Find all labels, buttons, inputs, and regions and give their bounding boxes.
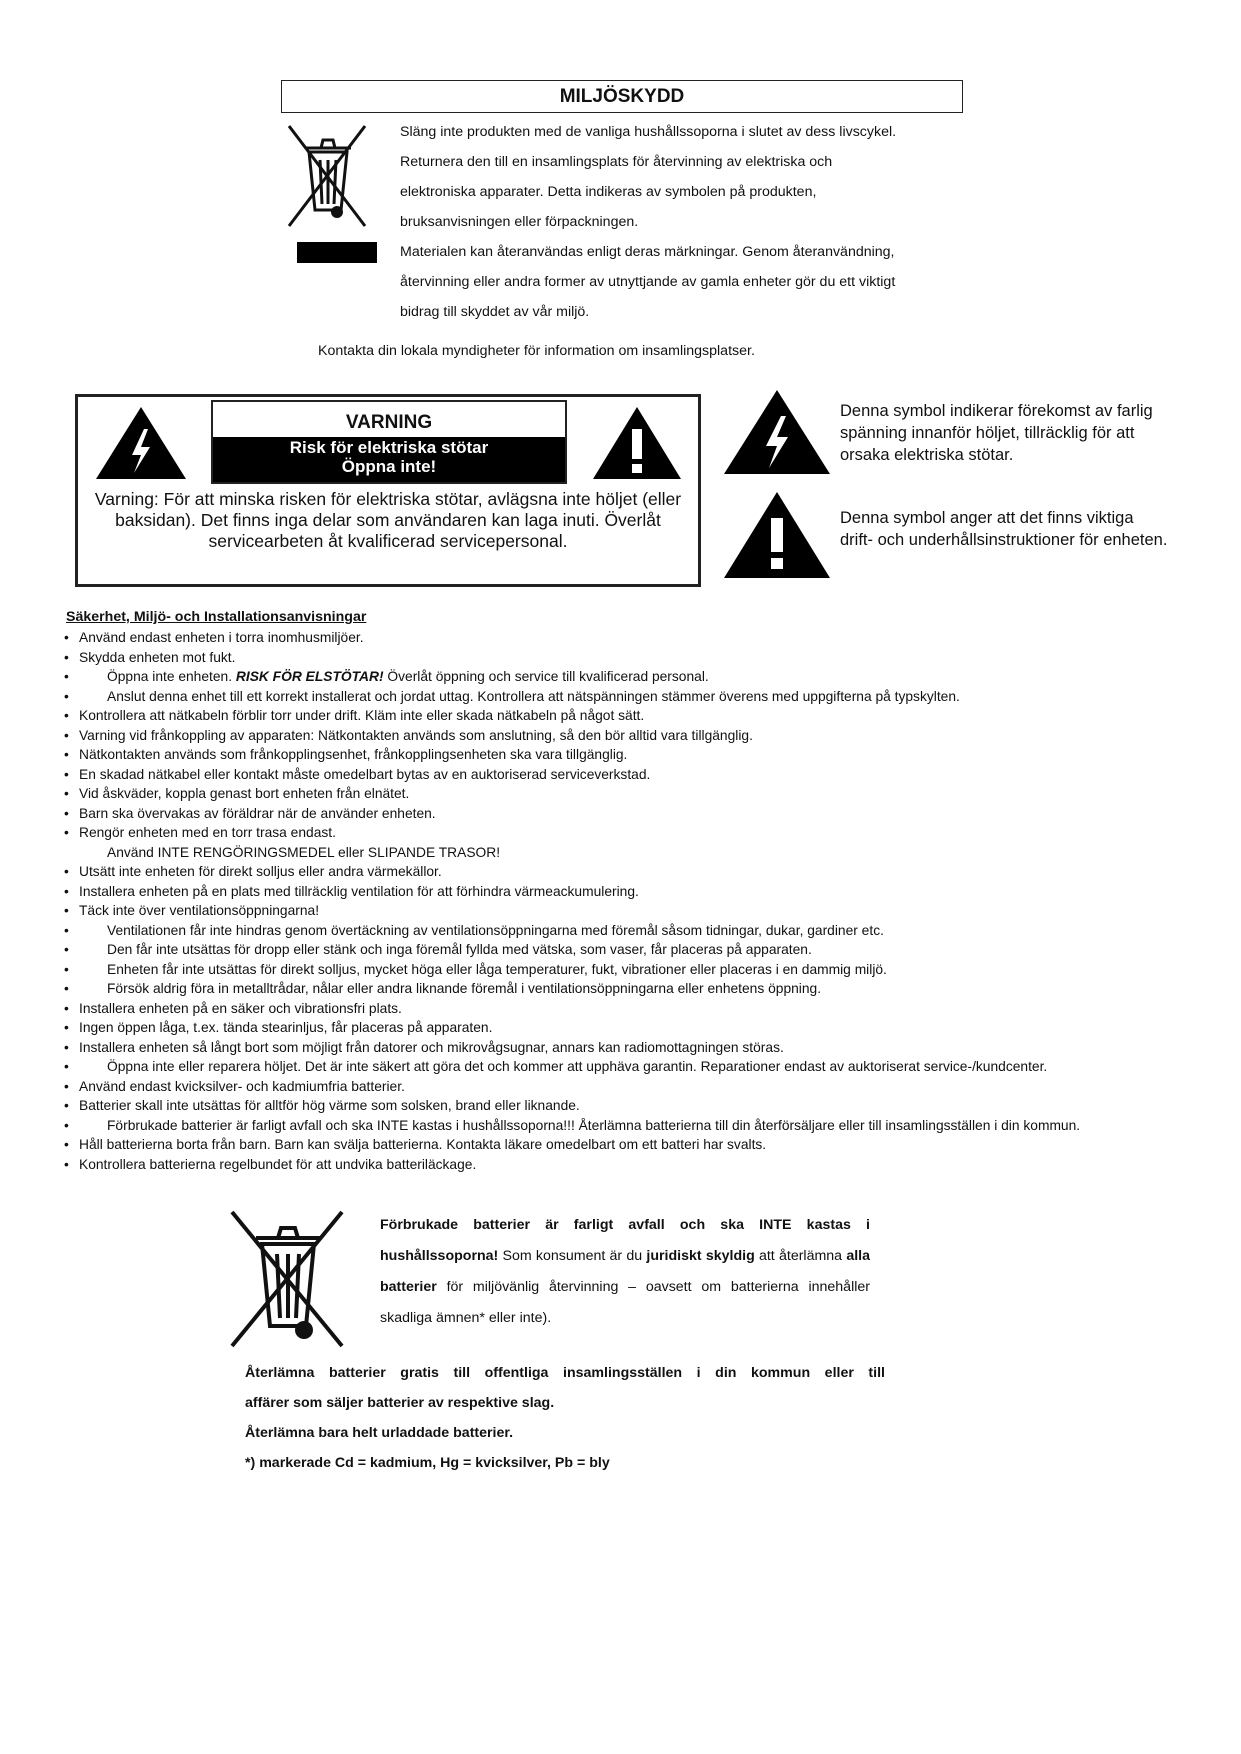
list-item: • Installera enheten på en säker och vibrationsfri plats. bbox=[64, 1000, 402, 1016]
exclamation-warning-icon bbox=[591, 405, 683, 481]
list-item: Använd INTE RENGÖRINGSMEDEL eller SLIPANDE TRASOR! bbox=[107, 844, 501, 860]
list-item: • Öppna inte enheten. RISK FÖR ELSTÖTAR! Överlåt öppning och service till kvalificerad personal. bbox=[64, 669, 709, 684]
list-item: • Skydda enheten mot fukt. bbox=[64, 649, 236, 665]
list-item: • Använd endast kvicksilver- och kadmiumfria batterier. bbox=[64, 1078, 405, 1094]
lightning-symbol-icon bbox=[722, 388, 832, 476]
env-title: MILJÖSKYDD bbox=[281, 80, 963, 113]
list-item: • Vid åskväder, koppla genast bort enheten från elnätet. bbox=[64, 786, 410, 801]
list-item: • Ingen öppen låga, t.ex. tända stearinljus, får placeras på apparaten. bbox=[64, 1020, 493, 1035]
env-line: bidrag till skyddet av vår miljö. bbox=[400, 304, 590, 320]
list-item: • Försök aldrig föra in metalltrådar, nålar eller andra liknande föremål i ventilationsöppningarna eller enhetens öppning. bbox=[64, 981, 822, 996]
safety-list bbox=[62, 628, 1182, 1174]
list-item: • Nätkontakten används som frånkopplingsenhet, frånkopplingsenheten ska vara tillgänglig. bbox=[64, 747, 628, 762]
list-item: • Utsätt inte enheten för direkt solljus eller andra värmekällor. bbox=[64, 864, 442, 879]
list-item: • Den får inte utsättas för dropp eller stänk och inga föremål fyllda med vätska, som vaser, får placeras på apparaten. bbox=[64, 942, 812, 957]
list-item: • Rengör enheten med en torr trasa endast. bbox=[64, 825, 336, 840]
env-line: återvinning eller andra former av utnyttjande av gamla enheter gör du ett viktigt bbox=[400, 274, 896, 290]
list-item: • Använd endast enheten i torra inomhusmiljöer. bbox=[64, 630, 364, 645]
list-item: • Kontrollera att nätkabeln förblir torr under drift. Kläm inte eller skada nätkabeln på något sätt. bbox=[64, 708, 645, 723]
lightning-warning-icon bbox=[94, 405, 188, 481]
list-item: • Öppna inte eller reparera höljet. Det är inte säkert att göra det och kommer att upphäva garantin. Reparationer endast av auktoriserat service-/kundcenter. bbox=[64, 1059, 1048, 1074]
list-item: • Förbrukade batterier är farligt avfall och ska INTE kastas i hushållssoporna!!! Återlämna batterierna till din återförsäljare eller till insamlingsställen i din kommun. bbox=[64, 1117, 1081, 1133]
list-item: • En skadad nätkabel eller kontakt måste omedelbart bytas av en auktoriserad serviceverkstad. bbox=[64, 766, 651, 782]
list-item: • Anslut denna enhet till ett korrekt installerat och jordat uttag. Kontrollera att nätspänningen stämmer överens med uppgifterna på typskylten. bbox=[64, 688, 960, 704]
crossed-battery-bin-icon bbox=[228, 1208, 346, 1350]
exclamation-symbol-icon bbox=[722, 490, 832, 580]
list-item: • Håll batterierna borta från barn. Barn kan svälja batterierna. Kontakta läkare omedelbart om ett batteri har svalts. bbox=[64, 1137, 767, 1152]
battery-line: affärer som säljer batterier av respektive slag. bbox=[245, 1395, 555, 1411]
list-item: • Barn ska övervakas av föräldrar när de använder enheten. bbox=[64, 805, 436, 821]
env-line: Släng inte produkten med de vanliga hushållssoporna i slutet av dess livscykel. bbox=[400, 124, 897, 140]
list-item: • Batterier skall inte utsättas för alltför hög värme som solsken, brand eller liknande. bbox=[64, 1098, 580, 1113]
battery-line: Återlämna batterier gratis till offentliga insamlingsställen i din kommun eller till bbox=[245, 1365, 885, 1381]
battery-notes bbox=[245, 1358, 885, 1478]
battery-line: *) markerade Cd = kadmium, Hg = kvicksilver, Pb = bly bbox=[245, 1455, 610, 1471]
env-line: elektroniska apparater. Detta indikeras av symbolen på produkten, bbox=[400, 184, 817, 200]
warning-text: Varning: För att minska risken för elektriska stötar, avlägsna inte höljet (eller baksidan). Det finns inga delar som användaren kan laga inuti. Överlåt servicearbeten åt kvalificerad servicepersonal. bbox=[94, 489, 682, 551]
list-item: • Installera enheten på en plats med tillräcklig ventilation för att förhindra värmeackumulering. bbox=[64, 883, 639, 899]
safety-heading: Säkerhet, Miljö- och Installationsanvisningar bbox=[66, 609, 367, 625]
lightning-symbol-text: Denna symbol indikerar förekomst av farlig spänning innanför höljet, tillräcklig för att orsaka elektriska stötar. bbox=[840, 402, 1153, 464]
list-item: • Kontrollera batterierna regelbundet för att undvika batteriläckage. bbox=[64, 1156, 477, 1172]
env-contact: Kontakta din lokala myndigheter för information om insamlingsplatser. bbox=[318, 343, 755, 359]
list-item: • Ventilationen får inte hindras genom övertäckning av ventilationsöppningarna med föremål såsom tidningar, dukar, gardiner etc. bbox=[64, 922, 884, 938]
list-item: • Installera enheten så långt bort som möjligt från datorer och mikrovågsugnar, annars kan radiomottagningen störas. bbox=[64, 1039, 784, 1055]
battery-line: Återlämna bara helt urladdade batterier. bbox=[245, 1425, 514, 1441]
exclamation-symbol-text: Denna symbol anger att det finns viktiga drift- och underhållsinstruktioner för enheten. bbox=[840, 509, 1168, 549]
env-text bbox=[400, 117, 970, 327]
list-item: • Enheten får inte utsättas för direkt solljus, mycket höga eller låga temperaturer, fukt, vibrationer eller placeras i en dammig miljö. bbox=[64, 961, 887, 977]
varning-risk: Risk för elektriska stötar bbox=[289, 438, 489, 457]
crossed-bin-icon bbox=[287, 124, 369, 230]
env-line: bruksanvisningen eller förpackningen. bbox=[400, 214, 639, 230]
env-line: Materialen kan återanvändas enligt deras märkningar. Genom återanvändning, bbox=[400, 244, 895, 260]
list-item: • Täck inte över ventilationsöppningarna! bbox=[64, 903, 320, 918]
varning-open: Öppna inte! bbox=[341, 457, 437, 476]
env-line: Returnera den till en insamlingsplats för återvinning av elektriska och bbox=[400, 154, 833, 170]
varning-title: VARNING bbox=[345, 412, 433, 433]
black-bar bbox=[297, 242, 377, 263]
list-item: • Varning vid frånkoppling av apparaten: Nätkontakten används som anslutning, så den bör alltid vara tillgänglig. bbox=[64, 727, 753, 743]
battery-paragraph: Förbrukade batterier är farligt avfall och ska INTE kastas i hushållssoporna! Som konsument är du juridiskt skyldig att återlämna alla batterier för miljövänlig återvinning – oavsett om batterierna innehåller skadliga ämnen* eller inte). bbox=[380, 1217, 870, 1326]
